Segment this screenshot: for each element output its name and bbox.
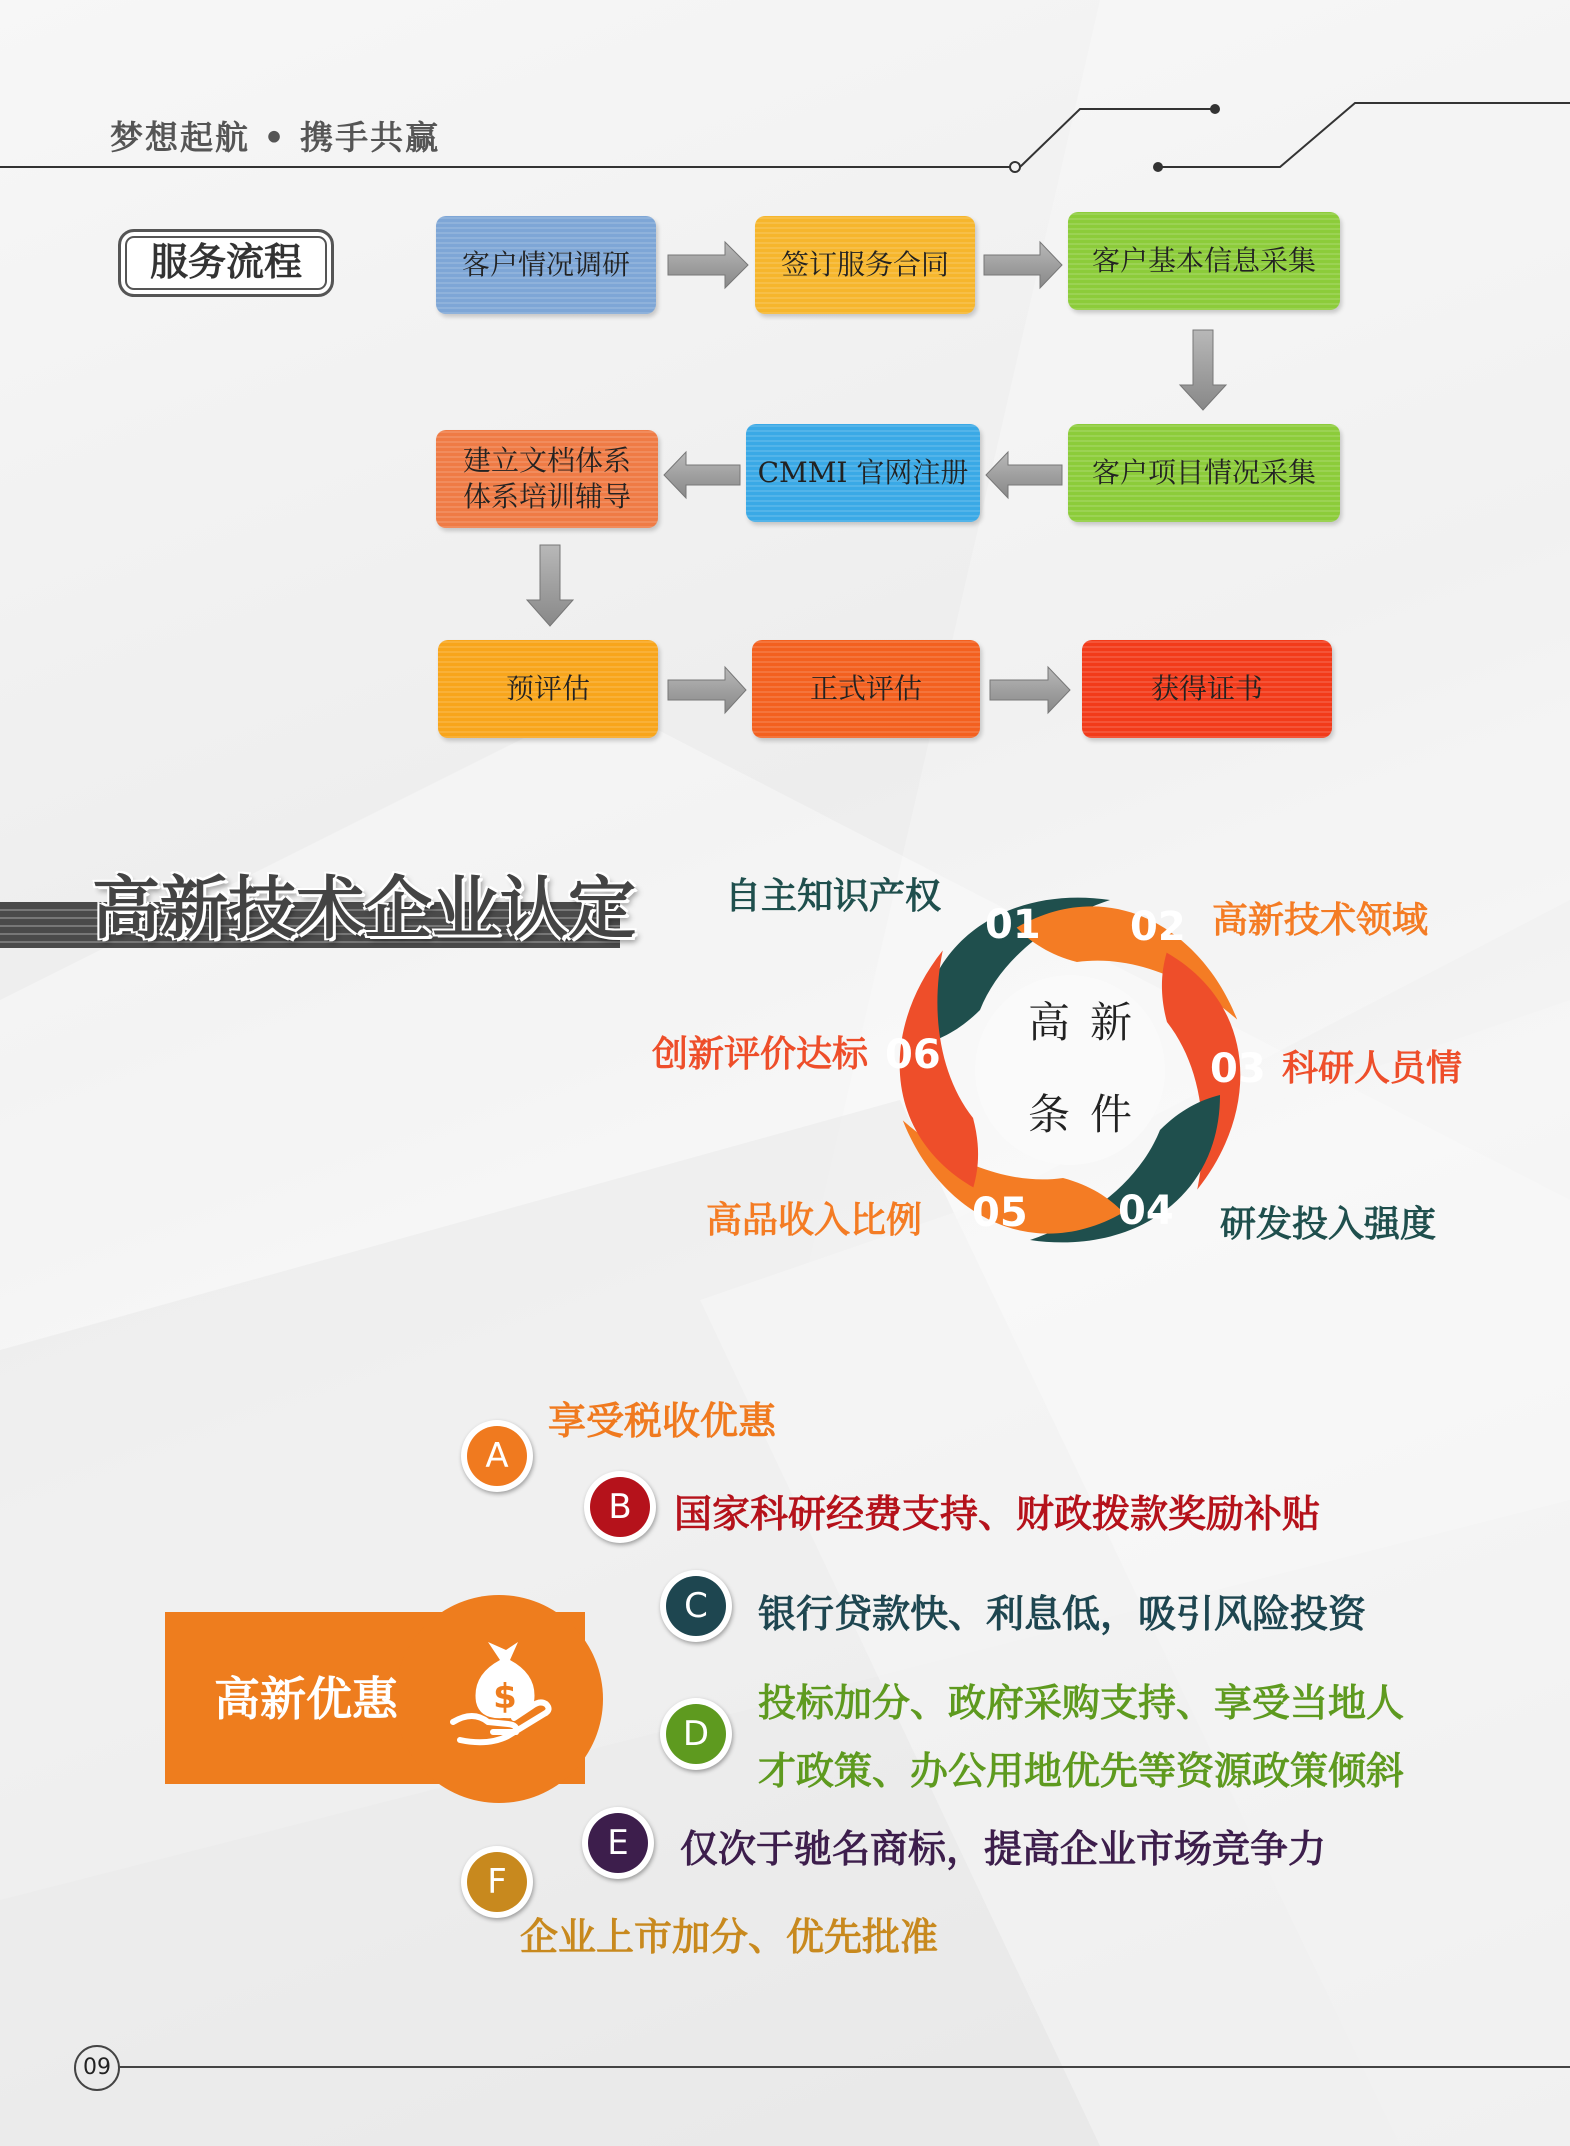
hightech-title: 高新技术企业认定: [92, 870, 637, 949]
arrow-down-1: [1180, 330, 1226, 410]
arrow-right-1: [668, 242, 748, 288]
wheel-num-01: 01: [985, 902, 1041, 948]
condition-label-05: 高品收入比例: [706, 1200, 923, 1241]
footer-line: [118, 2066, 1570, 2068]
step-formal-assessment: 正式评估: [752, 640, 980, 738]
center-char-4: 件: [1090, 1090, 1133, 1139]
money-bag-hand-icon: [448, 1630, 558, 1750]
wheel-num-04: 04: [1118, 1188, 1174, 1234]
condition-label-01: 自主知识产权: [725, 876, 942, 917]
arrow-left-2: [664, 452, 740, 498]
arrow-right-3: [668, 667, 746, 713]
step-pre-assessment: 预评估: [438, 640, 658, 738]
condition-label-06: 创新评价达标: [652, 1034, 869, 1075]
step-build-docs: 建立文档体系 体系培训辅导: [436, 430, 658, 528]
step-project-info: 客户项目情况采集: [1068, 424, 1340, 522]
step-get-certificate: 获得证书: [1082, 640, 1332, 738]
center-char-1: 高: [1028, 998, 1071, 1047]
letter-a-circle: A: [467, 1426, 527, 1486]
benefit-d-text-line1: 投标加分、政府采购支持、享受当地人: [758, 1681, 1405, 1725]
flow-arrows: [0, 0, 1570, 800]
arrow-down-2: [527, 545, 573, 626]
letter-e-circle: E: [588, 1813, 648, 1873]
wheel-num-05: 05: [972, 1190, 1028, 1236]
benefits-title: 高新优惠: [214, 1672, 398, 1726]
wheel-num-02: 02: [1130, 904, 1186, 950]
center-char-3: 条: [1028, 1090, 1071, 1139]
letter-b-circle: B: [590, 1477, 650, 1537]
step-cmmi-register: CMMI 官网注册: [746, 424, 980, 522]
svg-text:$: $: [493, 1677, 517, 1717]
wheel-num-06: 06: [885, 1032, 941, 1078]
wheel-num-03: 03: [1210, 1046, 1266, 1092]
arrow-right-4: [990, 667, 1070, 713]
benefit-b-text: 国家科研经费支持、财政拨款奖励补贴: [674, 1492, 1321, 1536]
letter-d-circle: D: [666, 1704, 726, 1764]
condition-label-02: 高新技术领域: [1212, 900, 1429, 941]
benefit-a-text: 享受税收优惠: [548, 1399, 777, 1443]
arrow-left-1: [986, 452, 1062, 498]
condition-label-03: 科研人员情: [1282, 1048, 1463, 1089]
benefit-d-text-line2: 才政策、办公用地优先等资源政策倾斜: [758, 1749, 1405, 1793]
letter-f-circle: F: [467, 1852, 527, 1912]
service-process-tag: 服务流程: [118, 229, 334, 297]
header-slogan: 梦想起航 • 携手共赢: [110, 118, 441, 157]
benefit-f-text: 企业上市加分、优先批准: [520, 1915, 939, 1959]
benefit-c-text: 银行贷款快、利息低，吸引风险投资: [758, 1592, 1367, 1636]
page-number: 09: [74, 2045, 120, 2091]
step-basic-info: 客户基本信息采集: [1068, 212, 1340, 310]
letter-c-circle: C: [666, 1576, 726, 1636]
arrow-right-2: [984, 242, 1062, 288]
benefit-e-text: 仅次于驰名商标，提高企业市场竞争力: [680, 1827, 1327, 1871]
step-customer-research: 客户情况调研: [436, 216, 656, 314]
center-char-2: 新: [1090, 998, 1133, 1047]
step-sign-contract: 签订服务合同: [755, 216, 975, 314]
condition-label-04: 研发投入强度: [1220, 1204, 1437, 1245]
